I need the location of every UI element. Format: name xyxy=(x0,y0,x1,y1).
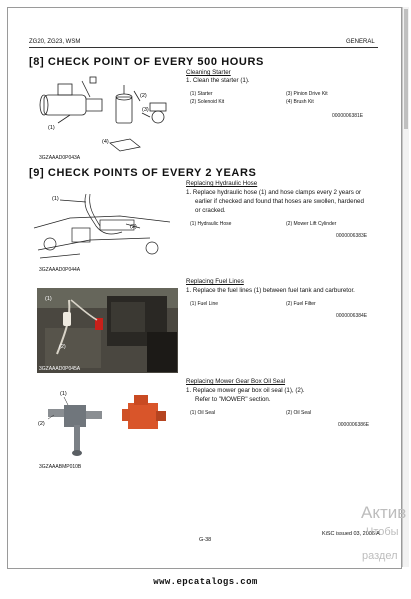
hose-step-line-2: earlier if checked and found that hoses are swollen, hardened xyxy=(195,198,364,205)
s8-part-3: (3) Pinion Drive Kit xyxy=(286,91,328,97)
hose-step-line-3: or cracked. xyxy=(195,207,226,214)
starter-fig-label-4: (4) xyxy=(102,139,109,145)
gear-fig-label-2: (2) xyxy=(38,421,45,427)
s8-fig-id: 3GZAAAD0P043A xyxy=(39,155,81,161)
gear-step-line-1: 1. Replace mower gear box oil seal (1), (2). xyxy=(186,387,305,394)
gear-code: 0000006386E xyxy=(338,422,370,428)
gear-part-1: (1) Oil Seal xyxy=(190,410,216,416)
starter-figure xyxy=(30,73,178,155)
s8-part-2: (2) Solenoid Kit xyxy=(190,99,225,105)
hose-part-1: (1) Hydraulic Hose xyxy=(190,221,232,227)
header-model: ZG20, ZG23, WSM xyxy=(29,39,81,45)
hose-fig-label-2: (2) xyxy=(130,224,137,230)
gear-step-line-2: Refer to "MOWER" section. xyxy=(195,396,271,403)
watermark-line-2: Чтобы xyxy=(366,526,399,538)
scrollbar-thumb[interactable] xyxy=(404,9,408,129)
cleaning-starter-heading: Cleaning Starter xyxy=(186,69,231,76)
hose-fig-id: 3GZAAAD0P044A xyxy=(39,267,81,273)
fuel-lines-photo xyxy=(37,288,178,373)
hose-fig-label-1: (1) xyxy=(52,196,59,202)
s8-part-1: (1) Starter xyxy=(190,91,213,97)
hydraulic-hose-figure xyxy=(30,188,178,266)
section-9-title: [9] CHECK POINTS OF EVERY 2 YEARS xyxy=(29,167,257,179)
fuel-fig-label-1: (1) xyxy=(45,296,52,302)
s8-code: 0000006381E xyxy=(332,113,364,119)
fuel-part-2: (2) Fuel Filter xyxy=(286,301,316,307)
hose-step-line-1: 1. Replace hydraulic hose (1) and hose clamps every 2 years or xyxy=(186,189,362,196)
fuel-lines-heading: Replacing Fuel Lines xyxy=(186,278,244,285)
starter-fig-label-1: (1) xyxy=(48,125,55,131)
hydraulic-hose-heading: Replacing Hydraulic Hose xyxy=(186,180,258,187)
s8-part-4: (4) Brush Kit xyxy=(286,99,314,105)
fuel-part-1: (1) Fuel Line xyxy=(190,301,219,307)
site-url[interactable]: www.epcatalogs.com xyxy=(153,577,258,587)
fuel-fig-label-2: (2) xyxy=(59,344,66,350)
scrollbar[interactable] xyxy=(402,7,409,567)
watermark-line-3: раздел xyxy=(362,550,398,562)
starter-fig-label-2: (2) xyxy=(140,93,147,99)
starter-fig-label-3: (3) xyxy=(142,107,149,113)
gear-fig-id: 3GZAAABMP010B xyxy=(39,464,82,470)
page-number: G-38 xyxy=(199,537,212,543)
fuel-code: 0000006384E xyxy=(336,313,368,319)
header-section: GENERAL xyxy=(346,39,375,45)
hose-code: 0000006383E xyxy=(336,233,368,239)
section-8-title: [8] CHECK POINT OF EVERY 500 HOURS xyxy=(29,56,264,68)
gear-part-2: (2) Oil Seal xyxy=(286,410,312,416)
fuel-step-1: 1. Replace the fuel lines (1) between fuel tank and carburetor. xyxy=(186,287,355,294)
gear-fig-label-1: (1) xyxy=(60,391,67,397)
watermark-line-1: Актив xyxy=(361,503,407,522)
s8-step-1: 1. Clean the starter (1). xyxy=(186,77,250,84)
gear-box-seal-heading: Replacing Mower Gear Box Oil Seal xyxy=(186,378,286,385)
issue-note: KiSC issued 03, 2006 A xyxy=(322,531,380,537)
gear-box-photo xyxy=(30,385,178,463)
fuel-fig-id: 3GZAAAD0P045A xyxy=(39,366,81,372)
hose-part-2: (2) Mower Lift Cylinder xyxy=(286,221,337,227)
header-rule xyxy=(29,47,378,48)
